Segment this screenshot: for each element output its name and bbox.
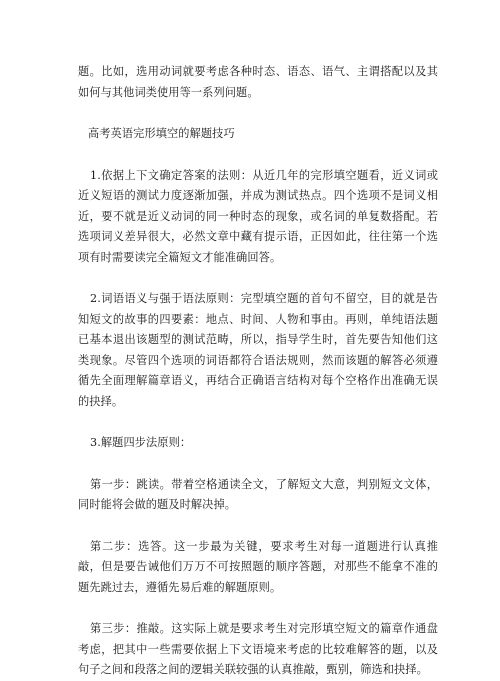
step-1-paragraph: 第一步：跳读。带着空格通读全文，了解短文大意，判别短文文体，同时能将会做的题及时解决掉。 <box>78 477 438 511</box>
document-body <box>78 62 438 681</box>
section-heading: 高考英语完形填空的解题技巧 <box>88 127 235 140</box>
tip-paragraph-1: 1.依据上下文确定答案的法则：从近几年的完形填空题看，近义词或近义短语的测试力度逐渐加强，并成为测试热点。四个选项不是词义相近，要不就是近义动词的同一种时态的现象，或名词的单复数搭配。若选项词义差异很大，必然文章中藏有提示语，正因如此，往往第一个选项有时需要读完全篇短文才能准确回答。 <box>78 168 438 264</box>
step-3-paragraph: 第三步：推敲。这实际上就是要求考生对完形填空短文的篇章作通盘考虑，把其中一些需要依据上下文语境来考虑的比较难解答的题，以及句子之间和段落之间的逻辑关联较强的认真推敲，甄别，筛选和抉择。 <box>78 622 438 676</box>
tip-paragraph-2: 2.词语语义与强于语法原则：完型填空题的首句不留空，目的就是告知短文的故事的四要素：地点、时间、人物和事由。再则，单纯语法题已基本退出该题型的测试范畴，所以，指导学生时，首先要告知他们这类现象。尽管四个选项的词语都符合语法规则，然而该题的解答必须遵循先全面理解篇章语义，再结合正确语言结构对每个空格作出准确无误的抉择。 <box>78 292 438 408</box>
step-2-paragraph: 第二步：选答。这一步最为关键，要求考生对每一道题进行认真推敲，但是要告诫他们万万不可按照题的顺序答题，对那些不能拿不准的题先跳过去，遵循先易后难的解题原则。 <box>78 539 438 594</box>
tip-paragraph-3: 3.解题四步法原则： <box>90 436 192 449</box>
intro-paragraph: 题。比如，选用动词就要考虑各种时态、语态、语气、主谓搭配以及其如何与其他词类使用等一系列问题。 <box>78 65 438 99</box>
